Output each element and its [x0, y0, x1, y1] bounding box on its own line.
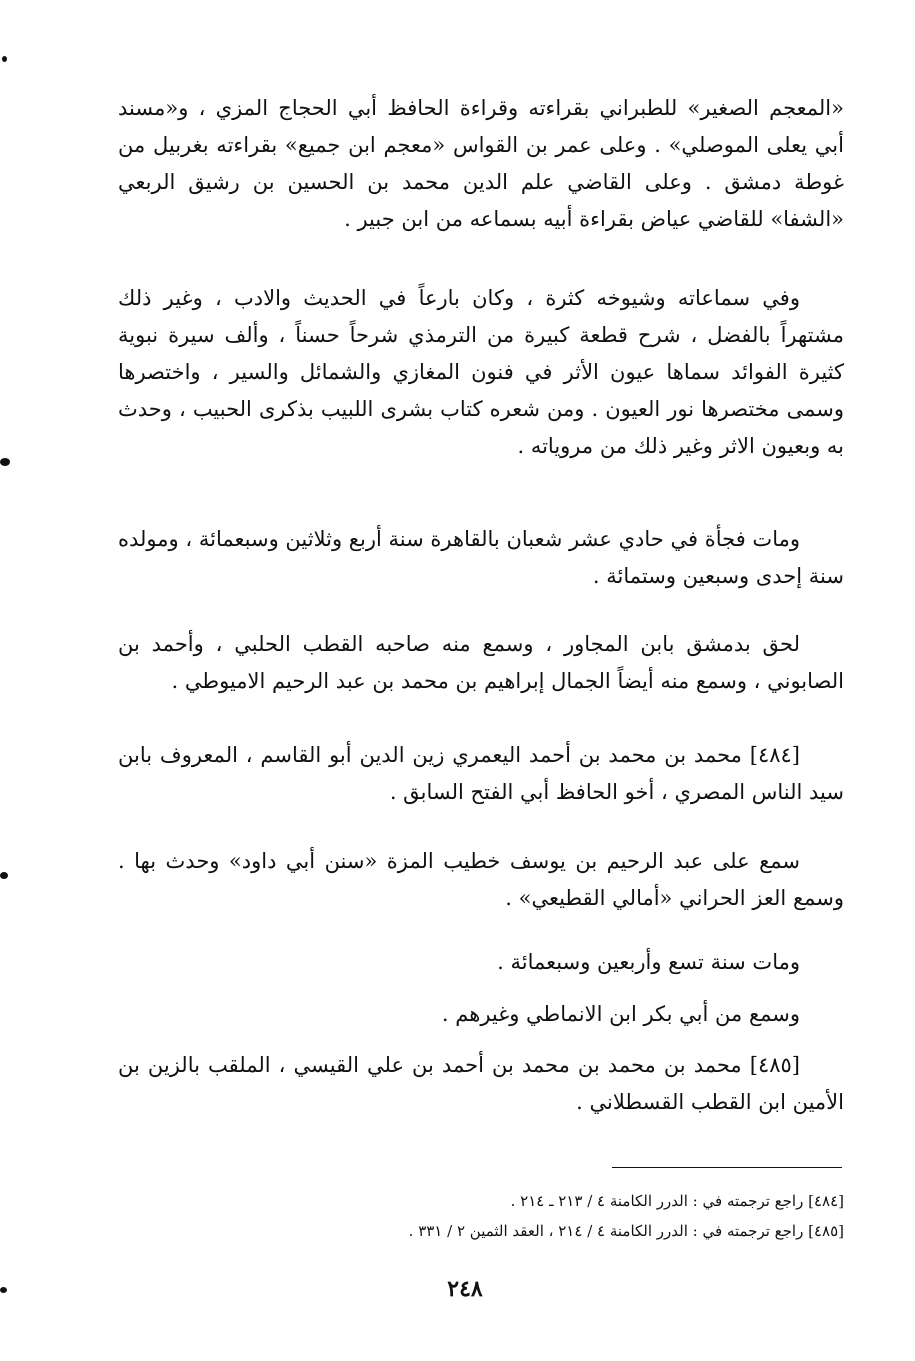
- paragraph-text: وفي سماعاته وشيوخه كثرة ، وكان بارعاً في الحديث والادب ، وغير ذلك مشتهراً بالفضل ، شرح قطعة كبيرة من الترمذي شرحاً حسناً ، وألف سيرة نبوية كثيرة الفوائد سماها عيون الأثر في فنون المغازي والشمائل والسير ، واختصرها وسمى مختصرها نور العيون . ومن شعره كتاب بشرى اللبيب بذكرى الحبيب ، وحدث به وبعيون الاثر وغير ذلك من مروياته .: [118, 286, 844, 458]
- paragraph-3: [118, 521, 844, 595]
- paragraph-text: لحق بدمشق بابن المجاور ، وسمع منه صاحبه القطب الحلبي ، وأحمد بن الصابوني ، وسمع منه أيضاً الجمال إبراهيم بن محمد بن عبد الرحيم الاميوطي .: [118, 632, 844, 693]
- paragraph-5: [118, 843, 844, 917]
- entry-485-heading: [118, 1047, 844, 1121]
- paragraph-text: «المعجم الصغير» للطبراني بقراءته وقراءة الحافظ أبي الحجاج المزي ، و«مسند أبي يعلى الموصلي» . وعلى عمر بن القواس «معجم ابن جميع» بقراءته بغربيل من غوطة دمشق . وعلى القاضي علم الدين محمد بن الحسين بن رشيق الربعي «الشفا» للقاضي عياض بقراءة أبيه بسماعه من ابن جبير .: [118, 96, 844, 231]
- scan-speck: [0, 872, 8, 879]
- scan-speck: [2, 56, 7, 62]
- paragraph-4: [118, 626, 844, 700]
- paragraph-text: ومات فجأة في حادي عشر شعبان بالقاهرة سنة أربع وثلاثين وسبعمائة ، ومولده سنة إحدى وسبعين وستمائة .: [118, 527, 844, 588]
- paragraph-text: [٤٨٥] محمد بن محمد بن محمد بن أحمد بن علي القيسي ، الملقب بالزين بن الأمين ابن القطب القسطلاني .: [118, 1053, 844, 1114]
- footnotes: [118, 1186, 844, 1246]
- paragraph-text: ومات سنة تسع وأربعين وسبعمائة .: [497, 950, 800, 974]
- paragraph-2: [118, 280, 844, 465]
- scan-speck: [0, 1287, 7, 1293]
- paragraph-7: [118, 996, 844, 1033]
- paragraph-text: وسمع من أبي بكر ابن الانماطي وغيرهم .: [441, 1002, 800, 1026]
- entry-484-heading: [118, 737, 844, 811]
- footnote-divider: [612, 1167, 842, 1168]
- paragraph-1: [118, 90, 844, 238]
- footnote-485: [٤٨٥] راجع ترجمته في : الدرر الكامنة ٤ / ٢١٤ ، العقد الثمين ٢ / ٣٣١ .: [408, 1222, 844, 1240]
- footnote-484: [٤٨٤] راجع ترجمته في : الدرر الكامنة ٤ / ٢١٣ ـ ٢١٤ .: [510, 1192, 844, 1210]
- paragraph-text: سمع على عبد الرحيم بن يوسف خطيب المزة «سنن أبي داود» وحدث بها . وسمع العز الحراني «أمالي القطيعي» .: [118, 849, 844, 910]
- paragraph-text: [٤٨٤] محمد بن محمد بن أحمد اليعمري زين الدين أبو القاسم ، المعروف بابن سيد الناس المصري ، أخو الحافظ أبي الفتح السابق .: [118, 743, 844, 804]
- scan-speck: [0, 458, 10, 466]
- paragraph-6: [118, 944, 844, 981]
- page-number: ٢٤٨: [447, 1276, 483, 1302]
